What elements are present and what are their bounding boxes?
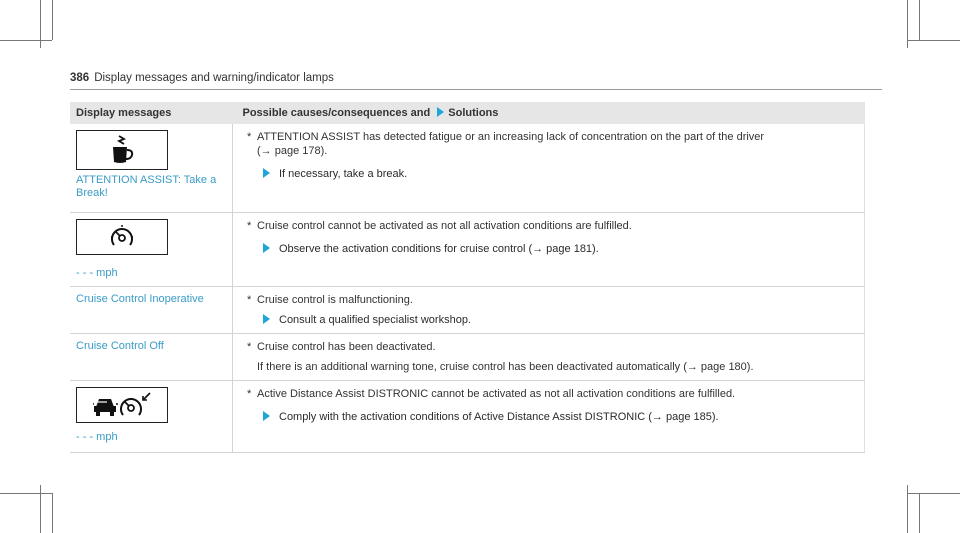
display-messages-table xyxy=(70,102,865,453)
coffee-cup-icon xyxy=(76,130,168,170)
crop-mark xyxy=(907,40,960,41)
distronic-car-speedometer-icon xyxy=(76,387,168,423)
solution-item xyxy=(247,313,858,327)
solution-text: Consult a qualified specialist workshop. xyxy=(279,313,471,326)
page-number: 386 xyxy=(70,72,90,84)
cause-text: Cruise control has been deactivated. xyxy=(257,340,436,353)
bullet-asterisk: * xyxy=(247,293,252,306)
table-row xyxy=(70,333,865,380)
page-reference: (→ page 178). xyxy=(257,145,328,157)
crop-mark xyxy=(919,493,920,533)
solution-item xyxy=(247,410,858,424)
column-header-causes-solutions xyxy=(233,102,865,124)
cause-text: Cruise control cannot be activated as not all activation conditions are fulfilled. xyxy=(257,219,632,232)
crop-mark xyxy=(0,40,52,41)
crop-mark xyxy=(907,493,960,494)
table-row xyxy=(70,286,865,333)
solution-text: If necessary, take a break. xyxy=(279,168,408,180)
cause-text: ATTENTION ASSIST has detected fatigue or an increasing lack of concentration on the part of the driver xyxy=(257,131,765,143)
header-rule xyxy=(70,89,882,90)
page-title: Display messages and warning/indicator lamps xyxy=(94,72,334,84)
column-header-prefix: Possible causes/consequences and xyxy=(242,107,431,119)
message-text: Cruise Control Off xyxy=(76,339,164,352)
bullet-asterisk: * xyxy=(247,219,252,232)
play-triangle-icon xyxy=(263,168,270,178)
bullet-asterisk: * xyxy=(247,387,252,400)
cruise-control-speedometer-icon xyxy=(76,219,168,255)
play-triangle-icon xyxy=(263,314,270,324)
crop-mark xyxy=(0,493,52,494)
solution-item xyxy=(247,242,858,256)
message-text: ATTENTION ASSIST: Take a Break! xyxy=(76,174,217,199)
play-triangle-icon xyxy=(263,411,270,421)
note-text: If there is an additional warning tone, cruise control has been deactivated automatically (→ page 180). xyxy=(257,360,754,373)
table-row xyxy=(70,380,865,452)
bullet-asterisk: * xyxy=(247,131,252,143)
column-header-suffix: Solutions xyxy=(448,107,499,119)
table-row xyxy=(70,124,865,212)
solution-item xyxy=(247,167,858,181)
table-row xyxy=(70,212,865,286)
message-text: Cruise Control Inoperative xyxy=(76,292,204,305)
crop-mark xyxy=(919,0,920,40)
cause-text: Cruise control is malfunctioning. xyxy=(257,293,413,306)
solution-text: Comply with the activation conditions of Active Distance Assist DISTRONIC (→ page 185). xyxy=(279,410,719,423)
play-triangle-icon xyxy=(263,243,270,253)
crop-mark xyxy=(52,0,53,40)
message-text: - - - mph xyxy=(76,266,118,279)
cause-text: Active Distance Assist DISTRONIC cannot be activated as not all activation conditions are fulfilled. xyxy=(257,387,736,400)
crop-mark xyxy=(52,493,53,533)
play-triangle-icon xyxy=(437,107,444,117)
table-header-row xyxy=(70,102,865,124)
page-header xyxy=(70,72,334,84)
solution-text: Observe the activation conditions for cruise control (→ page 181). xyxy=(279,242,599,255)
message-text: - - - mph xyxy=(76,430,118,443)
column-header-display-messages: Display messages xyxy=(70,102,233,124)
bullet-asterisk: * xyxy=(247,340,252,353)
